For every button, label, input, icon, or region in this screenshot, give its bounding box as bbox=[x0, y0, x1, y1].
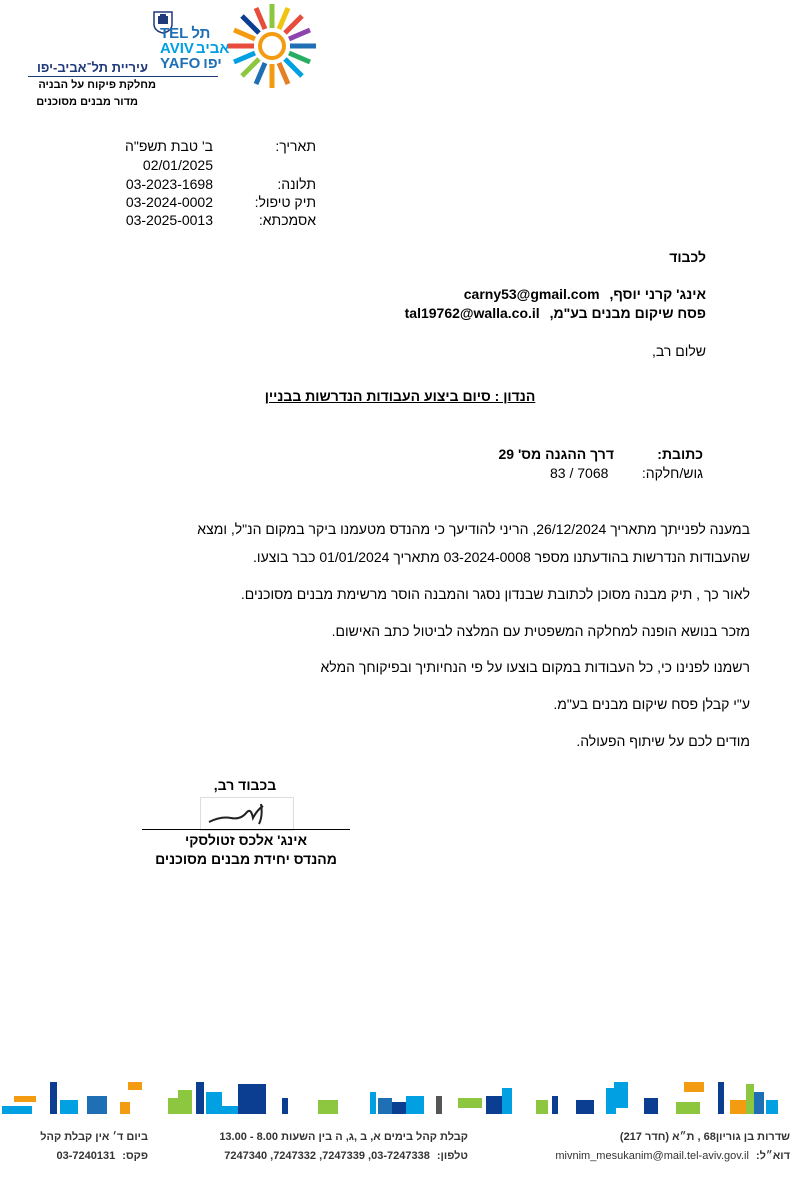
closing: בכבוד רב, bbox=[213, 777, 277, 793]
logo-en-3: YAFO bbox=[160, 55, 201, 72]
header bbox=[0, 0, 800, 120]
paragraph-1-line-2: שהעבודות הנדרשות בהודעתנו מספר 03-2024-0008 מתאריך 01/01/2024 כבר בוצעו. bbox=[253, 549, 750, 565]
parcel-label: גוש/חלקה: bbox=[641, 465, 703, 481]
recipient-1: אינג' קרני יוסף, bbox=[609, 286, 706, 302]
footer-address: שדרות בן גוריון68 , ת״א (חדר 217) bbox=[619, 1131, 790, 1143]
footer-no-reception: ביום ד׳ אין קבלת קהל bbox=[40, 1131, 148, 1143]
handwritten-signature bbox=[200, 797, 294, 831]
address-label: כתובת: bbox=[657, 446, 703, 462]
footer-hours: קבלת קהל בימים א, ב ,ג, ה בין השעות 8.00 - 13.00 bbox=[219, 1131, 468, 1143]
greeting: שלום רב, bbox=[652, 343, 706, 359]
file-label: תיק טיפול: bbox=[254, 194, 316, 210]
footer-phones-row bbox=[170, 1150, 468, 1162]
footer-email[interactable]: mivnim_mesukanim@mail.tel-aviv.gov.il bbox=[555, 1150, 749, 1162]
subject-line: הנדון : סיום ביצוע העבודות הנדרשות בבניין bbox=[264, 388, 536, 404]
logo-he-3: יפו bbox=[203, 55, 222, 72]
address-value: דרך ההגנה מס' 29 bbox=[498, 446, 614, 462]
logo-en-2: AVIV bbox=[160, 40, 194, 57]
footer-phones: 03-7247338, 7247339, 7247332, 7247340 bbox=[224, 1150, 430, 1162]
logo-he-2: אביב bbox=[195, 40, 230, 57]
paragraph-2: לאור כך , תיק מבנה מסוכן לכתובת שבנדון נסגר והמבנה הוסר מרשימת מבנים מסוכנים. bbox=[240, 586, 750, 602]
paragraph-3: מזכר בנושא הופנה למחלקה המשפטית עם המלצה לביטול כתב האישום. bbox=[331, 623, 750, 639]
footer-email-row bbox=[555, 1150, 790, 1162]
footer-fax-label: פקס: bbox=[122, 1150, 148, 1162]
file-value: 03-2024-0002 bbox=[125, 194, 213, 210]
signer-title: מהנדס יחידת מבנים מסוכנים bbox=[155, 851, 337, 867]
signer-name: אינג' אלכס זטולסקי bbox=[185, 832, 307, 848]
logo-he-1: תל bbox=[191, 25, 211, 42]
reference-label: אסמכתא: bbox=[258, 212, 316, 228]
parcel-value: 83 / 7068 bbox=[550, 465, 609, 481]
footer-email-label: דוא״ל: bbox=[755, 1150, 790, 1162]
division-name: מדור מבנים מסוכנים bbox=[36, 96, 138, 108]
reference-value: 03-2025-0013 bbox=[125, 212, 213, 228]
paragraph-4: רשמנו לפנינו כי, כל העבודות במקום בוצעו על פי הנחיותיך ובפיקוחך המלא bbox=[320, 659, 750, 675]
complaint-label: תלונה: bbox=[277, 176, 316, 192]
date-hebrew: ב' טבת תשפ"ה bbox=[124, 138, 213, 154]
recipient-2: פסח שיקום מבנים בע"מ, bbox=[549, 305, 706, 321]
paragraph-1-line-1: במענה לפנייתך מתאריך 26/12/2024, הריני להודיעך כי מהנדס מטעמנו ביקר במקום הנ"ל, ומצא bbox=[197, 521, 750, 537]
signature-line bbox=[142, 829, 350, 830]
city-name: עיריית תל־אביב-יפו bbox=[36, 60, 148, 75]
department-name: מחלקת פיקוח על הבניה bbox=[38, 79, 156, 91]
header-divider bbox=[28, 76, 218, 77]
footer-fax: 03-7240131 bbox=[56, 1150, 116, 1162]
paragraph-5: ע"י קבלן פסח שיקום מבנים בע"מ. bbox=[553, 696, 750, 712]
footer-stripe bbox=[0, 1078, 800, 1118]
footer-fax-row bbox=[28, 1150, 148, 1162]
recipient-line-1 bbox=[464, 286, 706, 302]
logo-sunburst-icon bbox=[222, 0, 322, 95]
date-gregorian: 02/01/2025 bbox=[142, 157, 213, 173]
date-label: תאריך: bbox=[275, 138, 316, 154]
complaint-value: 03-2023-1698 bbox=[125, 176, 213, 192]
paragraph-6: מודים לכם על שיתוף הפעולה. bbox=[576, 733, 750, 749]
recipient-1-email[interactable]: carny53@gmail.com bbox=[463, 286, 600, 302]
recipient-2-email[interactable]: tal19762@walla.co.il bbox=[404, 305, 540, 321]
logo-en-1: TEL bbox=[160, 25, 189, 42]
recipient-line-2 bbox=[405, 305, 706, 321]
to-label: לכבוד bbox=[669, 249, 706, 265]
footer-phones-label: טלפון: bbox=[436, 1150, 468, 1162]
